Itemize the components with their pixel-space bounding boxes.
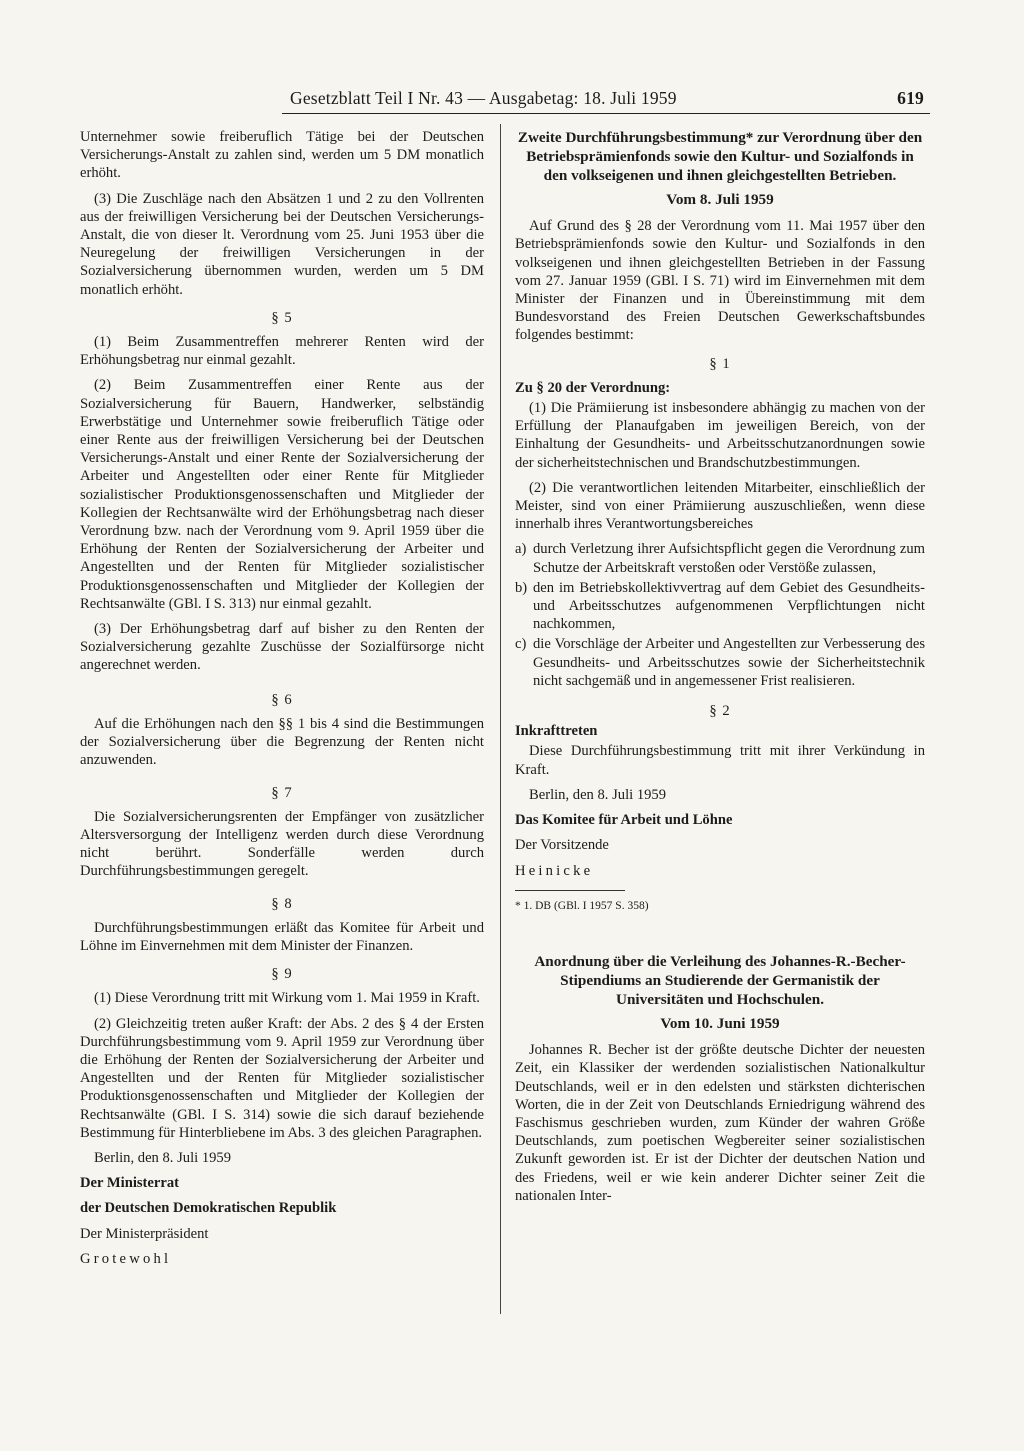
signature-org: Das Komitee für Arbeit und Löhne [515,812,733,829]
decree-title: Zweite Durchführungsbestimmung* zur Verordnung über den Betriebsprämienfonds sowie den Kultur- und Sozialfonds in den volkseigenen und ihnen gleichgestellten Betrieben. [517,129,923,184]
s9-paragraph-1: (1) Diese Verordnung tritt mit Wirkung vom 1. Mai 1959 in Kraft. [94,990,480,1007]
section-heading-6: § 6 [271,691,293,708]
s9-paragraph-2: (2) Gleichzeitig treten außer Kraft: der Abs. 2 des § 4 der Ersten Durchführungsbestimmung vom 9. April 1959 zur Verordnung über die Erhöhung der Renten der Sozialversicherung der Arbeiter und Angestellten und der Renten für Mitglieder sozialistischer Produktionsgenossenschaften und Mitglieder der Kollegien der Rechtsanwälte (GBl. I S. 314) sowie die sich darauf beziehende Bestimmung für Hinterbliebene im Abs. 3 des gleichen Paragraphen. [80,1015,484,1141]
section-heading-9: § 9 [271,966,293,983]
spacer [515,922,925,952]
decree-intro: Auf Grund des § 28 der Verordnung vom 11. Mai 1957 über den Betriebsprämienfonds sowie den Kultur- und Sozialfonds in den volkseigenen und ihnen gleichgestellten Betrieben in der Fassung vom 27. Januar 1959 (GBl. I S. 71) wird im Einvernehmen mit dem Minister der Finanzen und in Übereinstimmung mit dem Bundesvorstand des Freien Deutschen Gewerkschaftsbundes folgendes bestimmt: [515,218,925,344]
s2-paragraph: Diese Durchführungsbestimmung tritt mit ihrer Verkündung in Kraft. [515,743,925,778]
paragraph-abs3: (3) Die Zuschläge nach den Absätzen 1 und 2 zu den Vollrenten aus der freiwilligen Versicherung bei der Deutschen Versicherungs-Anstalt, die von dieser lt. Verordnung vom 25. Juni 1953 über die Neuregelung der freiwilligen Versicherungen in der Sozialversicherung übernommen wurden, werden um 5 DM monatlich erhöht. [80,190,484,298]
s1-paragraph-2: (2) Die verantwortlichen leitenden Mitarbeiter, einschließlich der Meister, sind von einer Prämiierung auszuschließen, wenn diese innerhalb ihres Verantwortungsbereiches [515,479,925,533]
paragraph-continued: Unternehmer sowie freiberuflich Tätige bei der Deutschen Versicherungs-Anstalt zu zahlen sind, werden um 5 DM monatlich erhöht. [80,129,484,182]
section-heading-8: § 8 [271,895,293,912]
s5-paragraph-1: (1) Beim Zusammentreffen mehrerer Renten wird der Erhöhungsbetrag nur einmal gezahlt. [80,334,484,369]
s2-subheading: Inkrafttreten [515,723,598,740]
list-text: durch Verletzung ihrer Aufsichtspflicht gegen die Verordnung zum Schutze der Arbeitskraft verstoßen oder Verstöße zulassen, [533,541,925,576]
place-date: Berlin, den 8. Juli 1959 [529,786,667,803]
order-date: Vom 10. Juni 1959 [660,1014,780,1032]
s1-paragraph-1: (1) Die Prämiierung ist insbesondere abhängig zu machen von der Erfüllung der Planaufgaben im jeweiligen Bereich, von der Einhaltung der Gesundheits- und Arbeitsschutzanordnungen sowie der sicherheitstechnischen und Brandschutzbestimmungen. [515,400,925,471]
section-heading-7: § 7 [271,784,293,801]
order-paragraph: Johannes R. Becher ist der größte deutsche Dichter der neuesten Zeit, ein Klassiker der werdenden sozialistischen Nationalkultur Deutschlands, weil er in den edelsten und stärksten dichterischen Worten, die in der Zeit von Deutschlands Erniedrigung während des Faschismus geschrieben wurden, zum Künder der wahren Größe Deutschlands, zum poetischen Wegbereiter seiner sozialistischen Zukunft geworden ist. Er ist der Dichter der deutschen Nation und des Friedens, weil er wie kein anderer Dichter seiner Zeit die nationalen Inter- [515,1042,925,1204]
list-item [515,635,925,690]
s5-paragraph-3: (3) Der Erhöhungsbetrag darf auf bisher zu den Renten der Sozialversicherung gezahlte Zuschüsse der Sozialfürsorge nicht angerechnet werden. [80,621,484,674]
list-marker: a) [515,541,527,558]
decree-date: Vom 8. Juli 1959 [666,191,774,208]
list-item [515,540,925,576]
place-date: Berlin, den 8. Juli 1959 [94,1149,232,1166]
signature-role: Der Vorsitzende [515,837,609,854]
page-header [282,86,930,112]
list-marker: b) [515,579,528,596]
signature-name: Grotewohl [80,1250,172,1267]
list-text: die Vorschläge der Arbeiter und Angestellten zur Verbesserung des Gesundheits- und Arbeitsschutzes sowie der Sicherheitstechnik nicht sachgemäß und in angemessener Frist realisieren. [533,636,925,689]
section-heading-5: § 5 [271,309,293,326]
left-column [80,128,484,1275]
s6-paragraph: Auf die Erhöhungen nach den §§ 1 bis 4 sind die Bestimmungen der Sozialversicherung über die Begrenzung der Renten nicht anzuwenden. [80,715,484,769]
right-column [515,128,925,1212]
s7-paragraph: Die Sozialversicherungsrenten der Empfänger von zusätzlicher Altersversorgung der Intelligenz werden durch diese Verordnung nicht berührt. Sonderfälle werden durch Durchführungsbestimmungen geregelt. [80,808,484,880]
header-rule [282,113,930,114]
s5-paragraph-2: (2) Beim Zusammentreffen einer Rente aus der Sozialversicherung für Bauern, Handwerker, selbständig Erwerbstätige und Unternehmer sowie freiberuflich Tätige oder einer Rente aus der freiwilligen Versicherung bei der Deutschen Versicherungs-Anstalt und einer Rente der Sozialversicherung der Arbeiter und Angestellten oder einer Rente für Mitglieder sozialistischer Produktionsgenossenschaften und Mitglieder der Kollegien der Rechtsanwälte wird der Erhöhungsbetrag nach dieser Verordnung bzw. nach der Verordnung vom 9. April 1959 über die Erhöhung der Renten der Sozialversicherung der Arbeiter und Angestellten und der Renten für Mitglieder sozialistischer Produktionsgenossenschaften und Mitglieder der Kollegien der Rechtsanwälte (GBl. I S. 313) nur einmal gezahlt. [80,377,484,612]
signature-name: Heinicke [515,862,594,879]
list-item [515,579,925,634]
signature-org-1: Der Ministerrat [80,1175,180,1192]
gazette-title: Gesetzblatt Teil I Nr. 43 — Ausgabetag: 18. Juli 1959 [290,88,677,108]
column-divider [500,124,501,1314]
list-text: den im Betriebskollektivvertrag auf dem Gebiet des Gesundheits- und Arbeitsschutzes aufgenommenen Verpflichtungen nicht nachkommen, [533,579,925,633]
footnote-rule [515,890,625,891]
signature-org-2: der Deutschen Demokratischen Republik [80,1200,337,1217]
section-heading-1: § 1 [709,355,731,372]
list-marker: c) [515,636,527,653]
section-heading-2: § 2 [709,703,731,720]
s1-subheading: Zu § 20 der Verordnung: [515,379,671,396]
order-title: Anordnung über die Verleihung des Johannes-R.-Becher-Stipendiums an Studierende der Germanistik der Universitäten und Hochschulen. [534,952,906,1008]
footnote: * 1. DB (GBl. I 1957 S. 358) [515,899,649,912]
page-number: 619 [897,88,924,108]
s8-paragraph: Durchführungsbestimmungen erläßt das Komitee für Arbeit und Löhne im Einvernehmen mit dem Minister der Finanzen. [80,919,484,954]
signature-role: Der Ministerpräsident [80,1225,209,1242]
